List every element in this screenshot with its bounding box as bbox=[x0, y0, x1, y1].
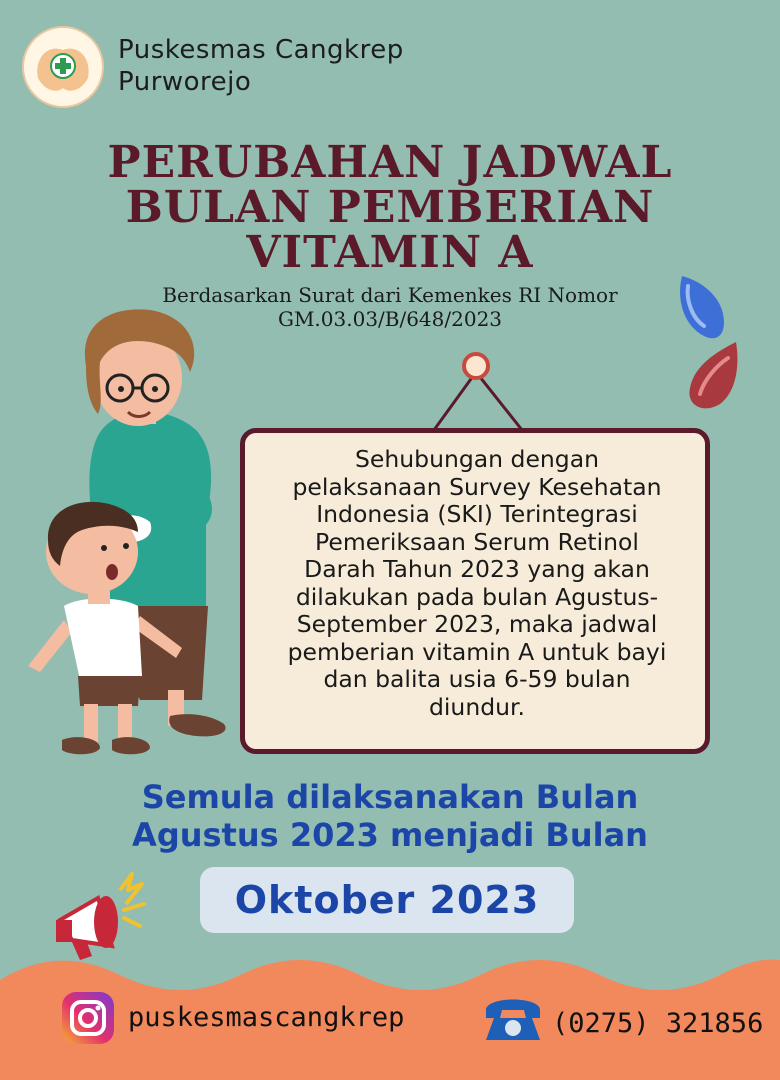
subtitle-line-1: Berdasarkan Surat dari Kemenkes RI Nomor bbox=[162, 283, 618, 307]
instagram-icon bbox=[62, 992, 114, 1044]
reference-letter bbox=[80, 283, 700, 331]
announcement-line-2: Agustus 2023 menjadi Bulan bbox=[132, 816, 648, 854]
notice-line: pelaksanaan Survey Kesehatan bbox=[292, 472, 662, 501]
megaphone-icon bbox=[56, 874, 144, 960]
telephone-icon bbox=[486, 1000, 540, 1041]
notice-line: dan balita usia 6-59 bulan bbox=[323, 665, 631, 693]
vitamin-capsule-red bbox=[689, 342, 737, 408]
notice-line: Darah Tahun 2023 yang akan bbox=[304, 555, 650, 583]
notice-line: dilakukan pada bulan Agustus- bbox=[295, 582, 659, 611]
logo-emblem bbox=[24, 28, 102, 106]
instagram-handle: puskesmascangkrep bbox=[128, 1002, 405, 1033]
notice-line: pemberian vitamin A untuk bayi bbox=[287, 637, 667, 666]
notice-line: diundur. bbox=[428, 692, 526, 721]
notice-line: Indonesia (SKI) Terintegrasi bbox=[316, 500, 638, 528]
board-hanger bbox=[434, 354, 522, 430]
org-line-1: Puskesmas Cangkrep bbox=[118, 35, 404, 65]
notice-line: September 2023, maka jadwal bbox=[296, 610, 658, 638]
new-month-highlight: Oktober 2023 bbox=[234, 878, 540, 922]
page-title bbox=[60, 137, 720, 278]
puskesmas-logo bbox=[22, 26, 104, 108]
title-line-3: VITAMIN A bbox=[246, 227, 534, 278]
subtitle-line-2: GM.03.03/B/648/2023 bbox=[277, 307, 503, 331]
notice-text bbox=[262, 446, 692, 721]
title-line-2: BULAN PEMBERIAN bbox=[125, 182, 655, 233]
notice-line: Sehubungan dengan bbox=[354, 445, 600, 473]
title-line-1: PERUBAHAN JADWAL bbox=[107, 137, 673, 188]
announcement-line-1: Semula dilaksanakan Bulan bbox=[141, 778, 639, 816]
organization-name bbox=[118, 34, 404, 98]
org-line-2: Purworejo bbox=[118, 67, 252, 97]
notice-line: Pemeriksaan Serum Retinol bbox=[315, 527, 639, 556]
phone-number: (0275) 321856 bbox=[552, 1008, 764, 1039]
